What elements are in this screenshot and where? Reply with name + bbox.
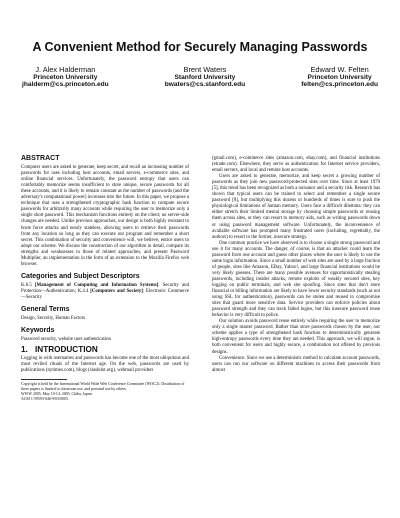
author-email: jhalderm@cs.princeton.edu [22,81,109,89]
abstract-heading: ABSTRACT [21,155,60,162]
body-paragraph: Our solution avoids password reuse entirely while requiring the user to memorize only a single master password. Rather than store passwords chosen by the user, our scheme applies a type of strengthened hash function to deterministically generate high-entropy passwords every time they are needed. This approach, we will argue, is both convenient for users and highly secure, a combination not offered by previous designs. [212,319,380,355]
keywords-text: Password security, website user authentication [21,337,111,343]
keywords-heading: Keywords [21,327,55,335]
acm-footnote: ACM 1-59593-046-9/05/0005. [21,396,69,401]
categories-heading: Categories and Subject Descriptors [21,272,140,280]
body-paragraph: Users are asked to generate, memorize, and keep secret a growing number of passwords as they join new password-protected sites over time. Since at least 1979 [5], this trend has been recognized as both a nuisance and a security risk. Research has shown that typical users can be trained to select and remember a single secure password [8], but multiplying this dozens or hundreds of times is sure to push the physiological limitations of human memory. Users face a difficult dilemma: they can either stretch their limited mental storage by choosing simple passwords or reusing them across sites, or they can resort to memory aids, such as writing passwords down or using password management software. Unfortunately, the inconvenience of available software has prompted many frustrated users (including, regrettably, the authors) to resort to the former, insecure strategy. [212,174,380,240]
general-terms-text: Design, Security, Human Factors [21,316,86,322]
category-k65-rest: : Security and Protection—Authentication; K.4.4 [21,282,189,294]
author-name: J. Alex Halderman [35,65,96,74]
intro-paragraph: Logging in with usernames and passwords has become one of the most ubiquitous and most reviled rituals of the Internet age. On the web, passwords are used by publications (nytimes.com), blogs (slashdot.org), webmail providers [21,356,189,374]
copyright-footnote: Copyright is held by the International World Wide Web Conference Committee (IW3C2). Distribution of these papers is limited to classroom use, and personal use by others. [21,382,185,392]
general-terms-heading: General Terms [21,306,70,314]
left-column [21,156,189,402]
body-paragraph: One common practice we have observed is to choose a single strong password and use it for many accounts. The danger, of course, is that an attacker could learn the password from one account and guess other places where the user is likely to use the same login information. Since a small number of web sites are used by a large fraction of people, sites like Amazon, EBay, Yahoo!, and large financial institutions would be very likely guesses. There are many possible avenues for opportunistically stealing passwords, including insider attacks, remote exploits of weakly secured sites, key logging on public terminals, and web site spoofing. Since sites that don't store financial or billing information are likely to have lower security standards (such as not using SSL for authentication), passwords can be stolen and reused to compromise sites that guard more sensitive data. Service providers can enforce policies about password strength and they can track failed logins, but this insecure password reuse behavior is very difficult to police. [212,240,380,319]
author-name: Brent Waters [183,65,227,74]
author-affiliation: Princeton University [307,73,372,81]
category-k44-rest: : Electronic Commerce—Security [21,288,189,300]
author-email: felten@cs.princeton.edu [301,81,378,89]
category-code: K.6.5 [21,282,32,288]
intro-heading [21,347,189,353]
abstract-text: Computer users are asked to generate, keep secret, and recall an increasing number of passwords for uses including host accounts, email servers, e-commerce sites, and online financial services. Unfortunately, the password entropy that users can comfortably memorize seems insufficient to store unique, secure passwords for all these accounts, and it is likely to remain constant as the number of passwords (and the adversary's computational power) increases into the future. In this paper, we propose a technique that uses a strengthened cryptographic hash function to compute secure passwords for arbitrarily many accounts while requiring the user to memorize only a single short password. This mechanism functions entirely on the client; no server-side changes are needed. Unlike previous approaches, our design is both highly resistant to brute force attacks and nearly stateless, allowing users to retrieve their passwords from any location so long as they can execute our program and remember a short secret. This combination of security and convenience will, we believe, entice users to adopt our scheme. We discuss the construction of our algorithm in detail, compare its strengths and weaknesses to those of related approaches, and present Password Multiplier, an implementation in the form of an extension to the Mozilla Firefox web browser. [21,165,189,267]
author-block [22,66,378,89]
categories-text [21,283,189,301]
author-3 [301,66,378,89]
author-email: bwaters@cs.stanford.edu [164,81,246,89]
conference-footnote: WWW 2005, May 10-14, 2005, Chiba, Japan. [21,392,93,396]
right-column [212,156,380,374]
body-paragraph: Convenience. Since we use a deterministic method to calculate account passwords, users can run our software on different machines to access their passwords from almost [212,355,380,373]
author-1 [22,66,109,89]
section-number: 1. [21,345,28,355]
paper-title: A Convenient Method for Securely Managing Passwords [32,40,368,54]
author-2 [165,66,245,89]
category-k44-label: [Computers and Society] [90,288,143,294]
author-name: Edward W. Felten [310,65,369,74]
category-k65-label: [Management of Computing and Information Systems] [34,282,159,288]
body-paragraph: (gmail.com), e-commerce sites (amazon.com, ebay.com), and financial institutions (etrade.com). Elsewhere, they serve as authentication for Internet service providers, email servers, and local and remote host accounts. [212,156,380,174]
author-affiliation: Princeton University [33,73,98,81]
section-title: INTRODUCTION [35,345,98,355]
footnote-rule [21,379,67,380]
author-affiliation: Stanford University [174,73,236,81]
